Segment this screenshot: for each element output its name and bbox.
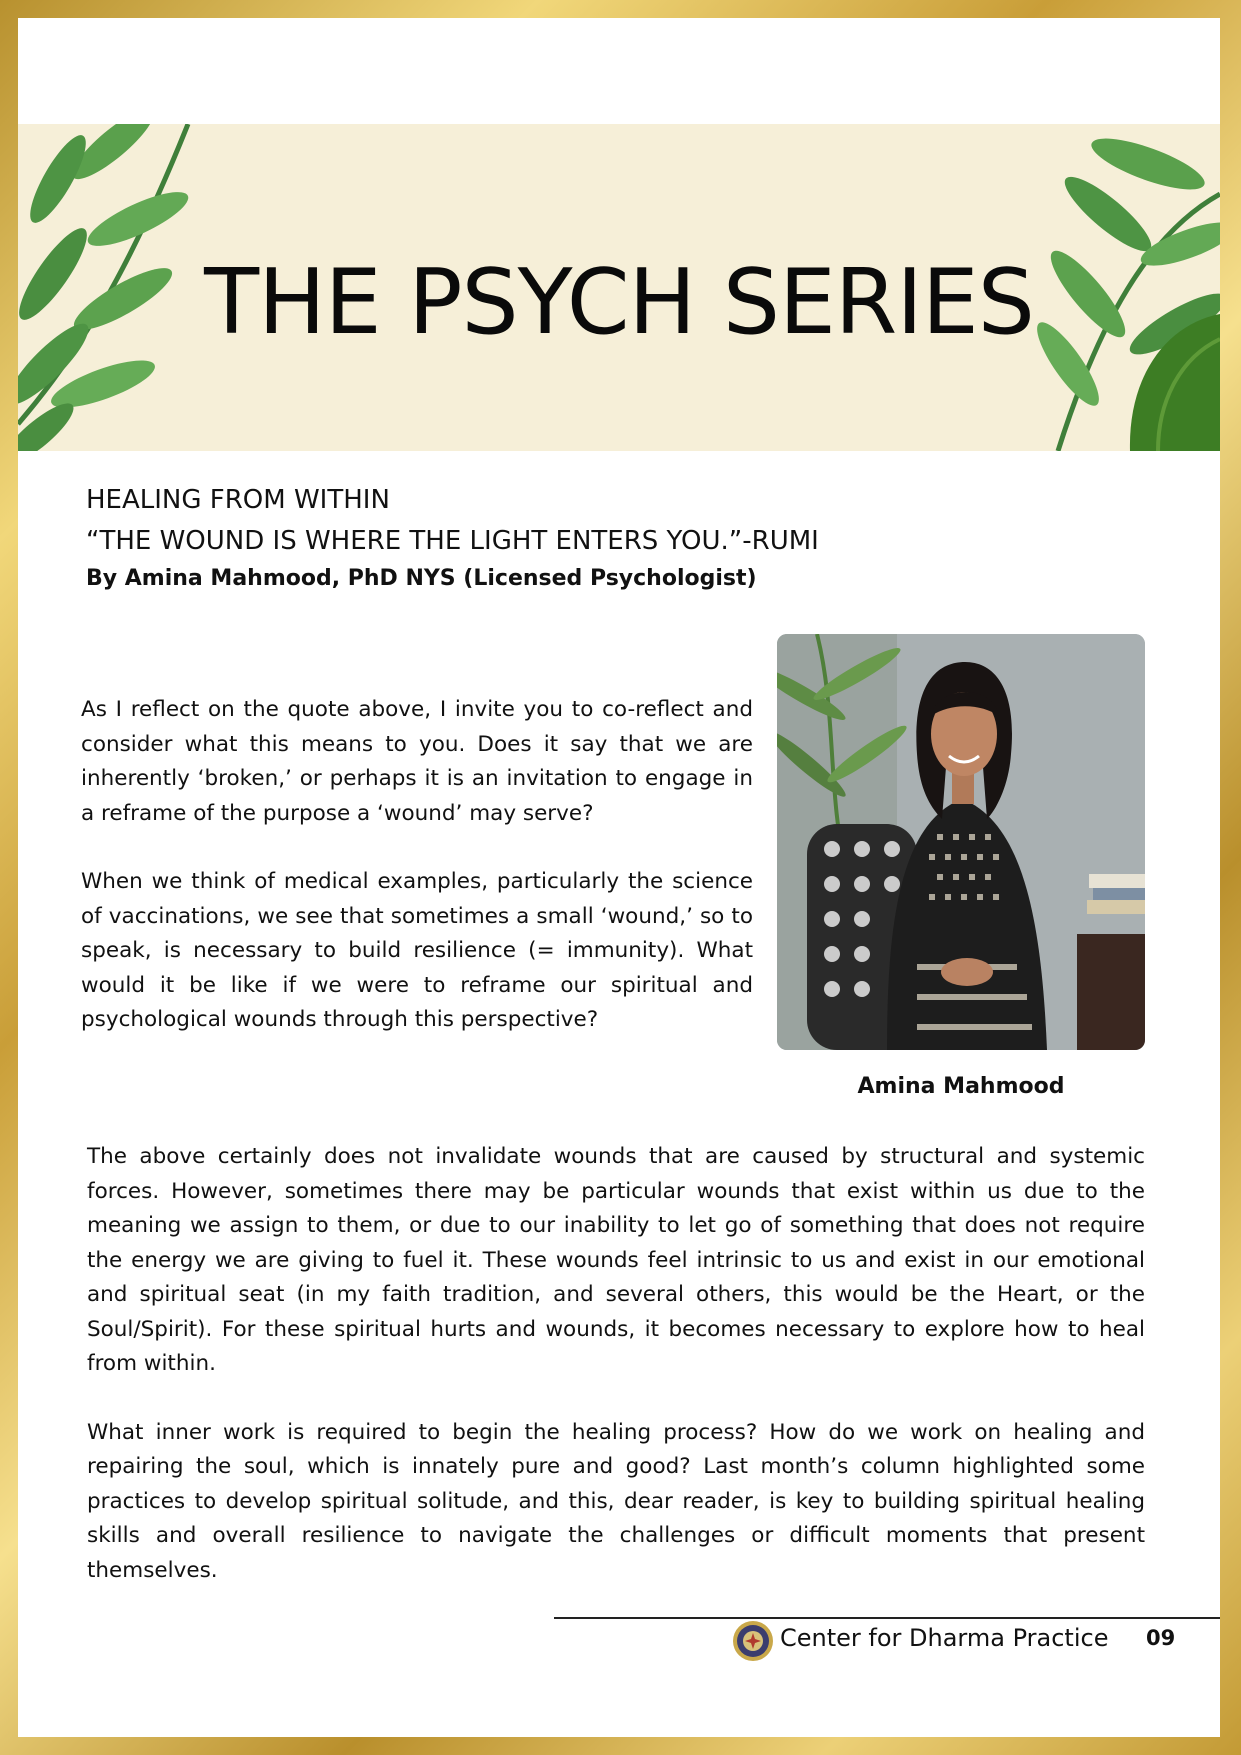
paragraph: The above certainly does not invalidate wounds that are caused by structural and systemic forces. However, sometimes there may be particular wounds that exist within us due to the meaning we assign to them, or due to our inability to let go of something that does not require the energy we are giving to fuel it. These wounds feel intrinsic to us and exist in our emotional and spiritual seat (in my faith tradition, and several others, this would be the Heart, or the Soul/Spirit). For these spiritual hurts and wounds, it becomes necessary to explore how to heal from within. (87, 1144, 1145, 1376)
paragraph: As I reflect on the quote above, I invite you to co-reflect and consider what this means to you. Does it say that we are inherently ‘broken,’ or perhaps it is an invitation to engage in a reframe of the purpose a ‘wound’ may serve? (81, 697, 753, 826)
dharma-emblem-icon (732, 1620, 774, 1662)
page-title: THE PSYCH SERIES (204, 250, 1034, 355)
photo-caption: Amina Mahmood (857, 1074, 1065, 1099)
page-number: 09 (1146, 1626, 1176, 1650)
portrait-photo-icon (777, 634, 1145, 1050)
paragraph: When we think of medical examples, particularly the science of vaccinations, we see that sometimes a small ‘wound,’ so to speak, is necessary to build resilience (= immunity). What would it be like if we were to reframe our spiritual and psychological wounds through this perspective? (81, 869, 753, 1032)
article-kicker: HEALING FROM WITHIN (86, 485, 390, 515)
article-body-text (87, 1140, 1145, 1622)
paragraph: What inner work is required to begin the healing process? How do we work on healing and repairing the soul, which is innately pure and good? Last month’s column highlighted some practices to develop spiritual solitude, and this, dear reader, is key to building spiritual healing skills and overall resilience to navigate the challenges or difficult moments that present themselves. (87, 1419, 1145, 1583)
article-quote: “THE WOUND IS WHERE THE LIGHT ENTERS YOU.”-RUMI (86, 526, 819, 556)
page-content (18, 18, 1220, 1737)
header-banner (18, 124, 1220, 451)
footer-divider (554, 1617, 1220, 1619)
article-byline: By Amina Mahmood, PhD NYS (Licensed Psychologist) (86, 566, 757, 591)
footer-organization: Center for Dharma Practice (780, 1624, 1109, 1652)
article-column-text (81, 693, 753, 1072)
article-header (86, 480, 986, 596)
author-photo (777, 634, 1145, 1050)
